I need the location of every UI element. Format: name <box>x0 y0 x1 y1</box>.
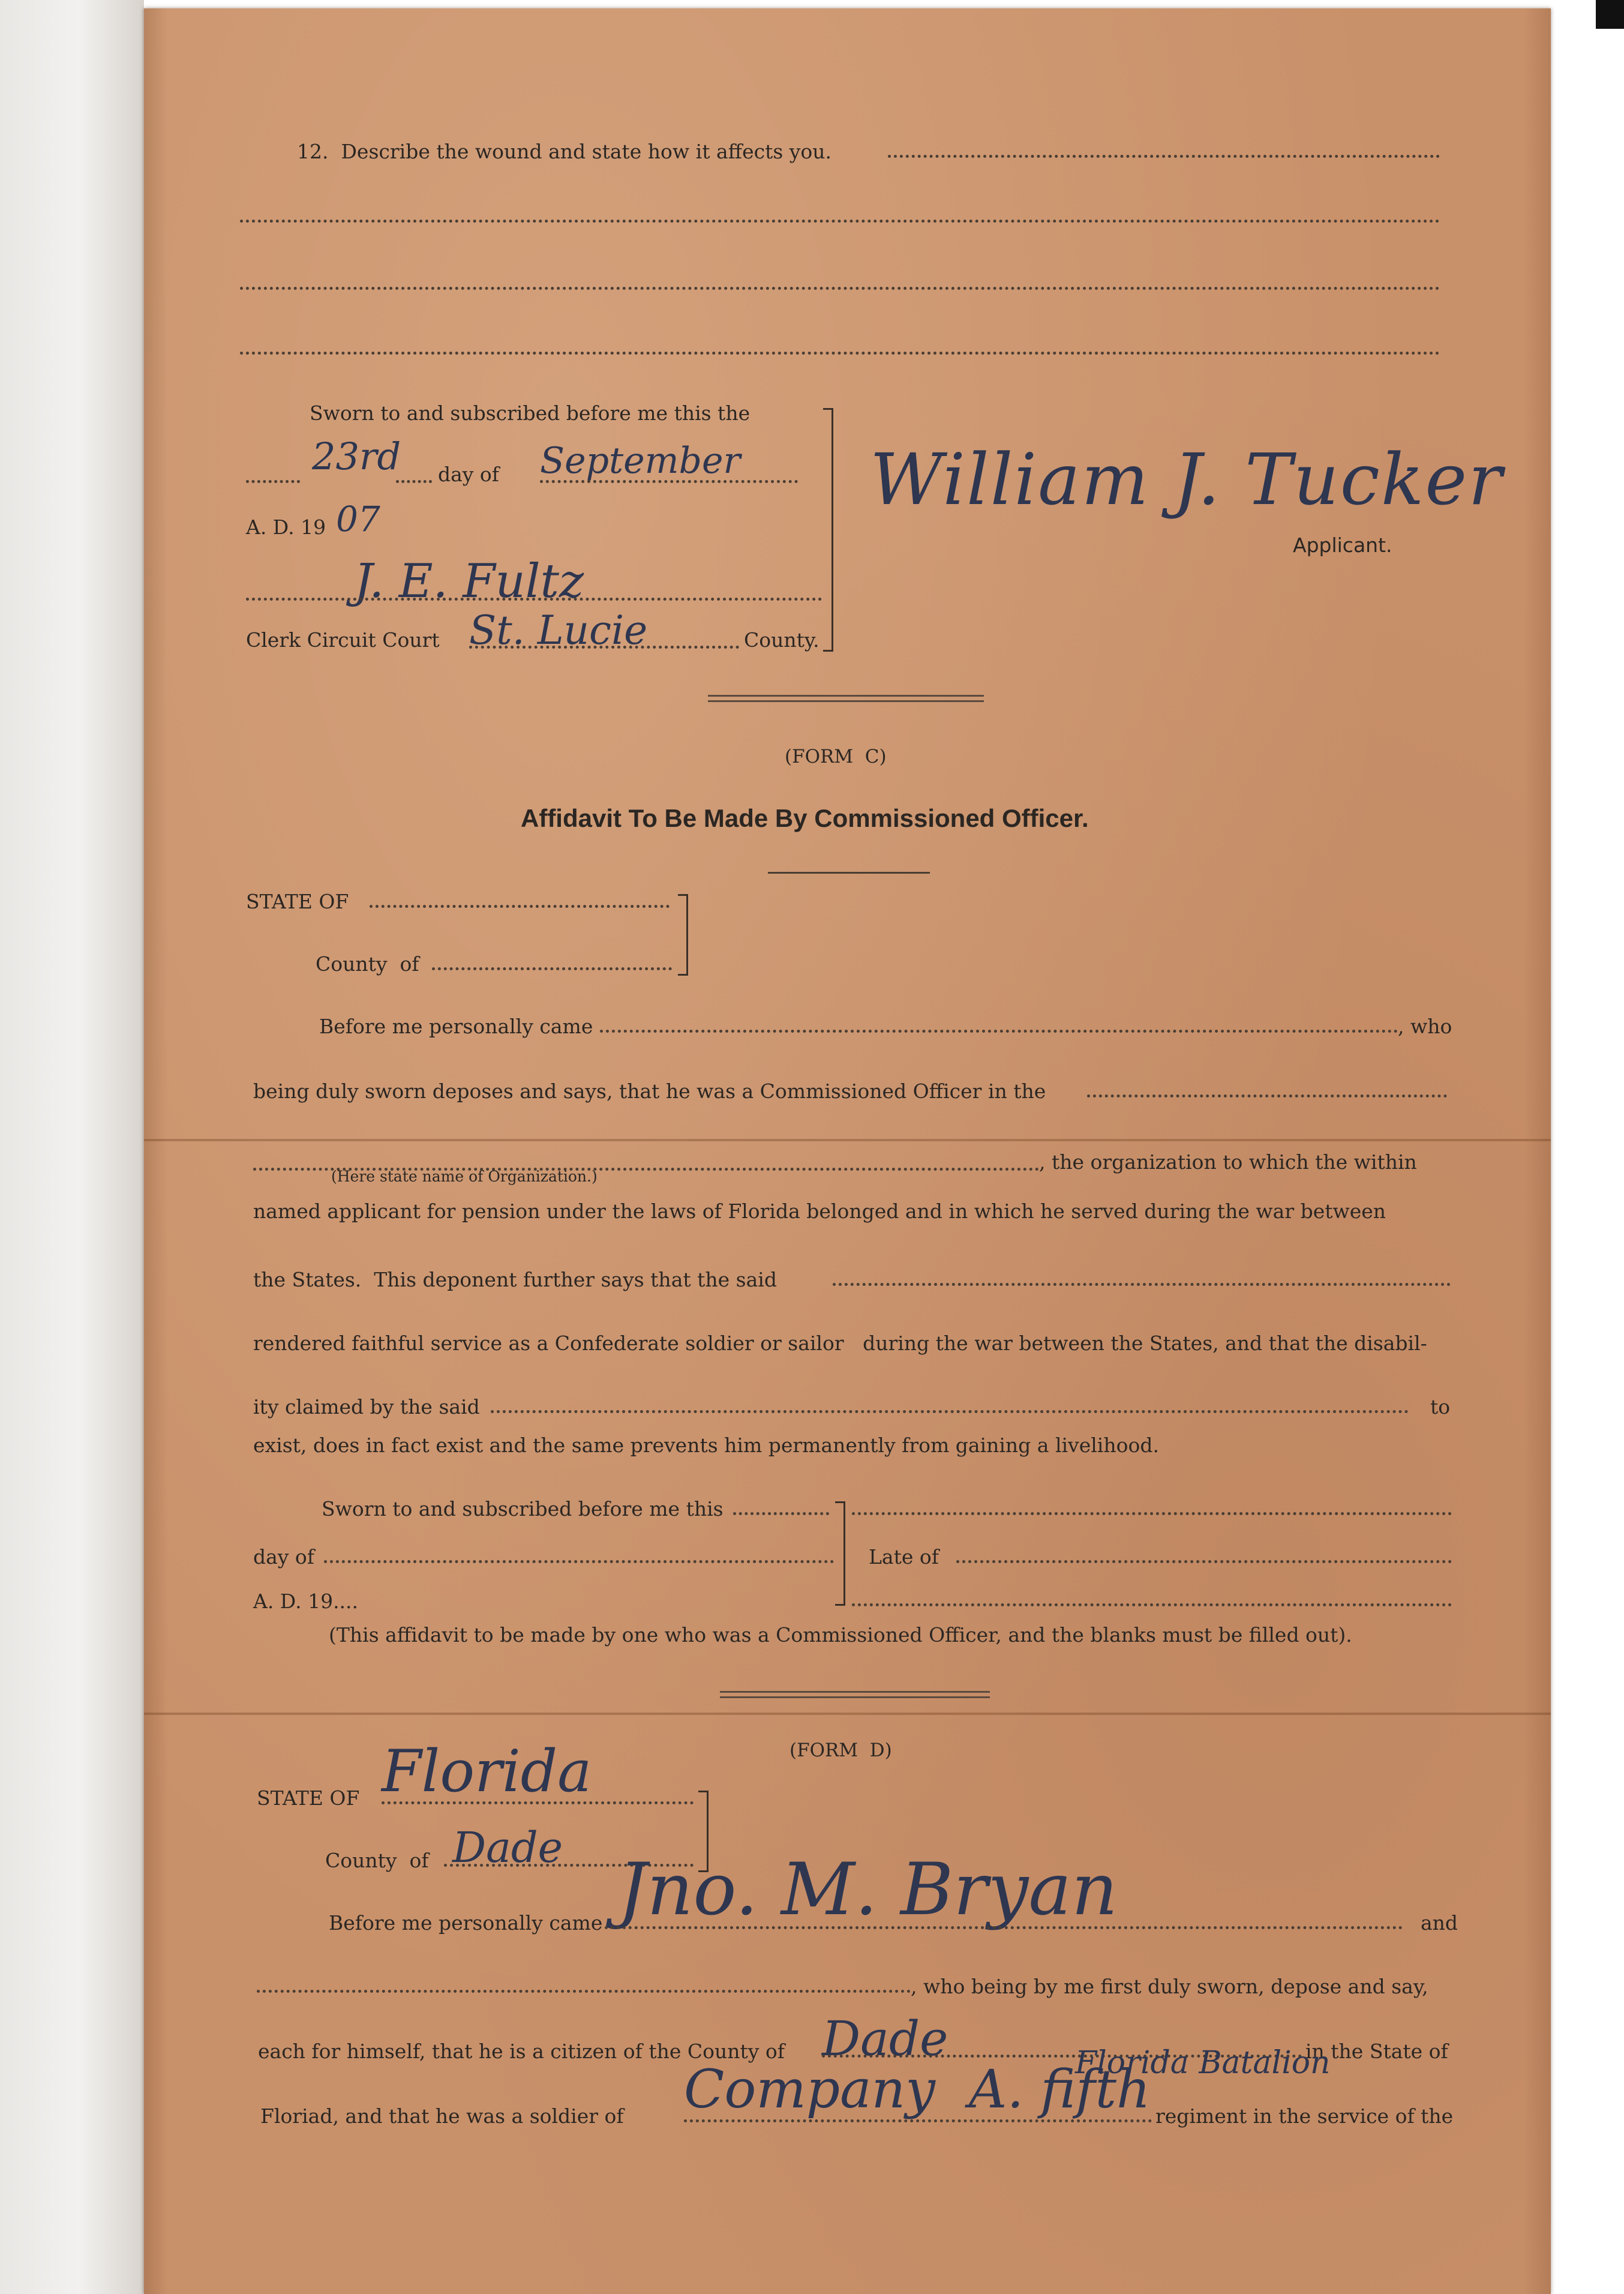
section-divider <box>708 695 984 702</box>
rendered-line: rendered faithful service as a Confederate soldier or sailor during the war between the States, and that the disabil- <box>253 1332 1427 1355</box>
before-me-label: Before me personally came <box>329 1911 603 1935</box>
bracket <box>678 894 688 976</box>
exist-line: exist, does in fact exist and the same prevents him permanently from gaining a livelihood. <box>253 1434 1159 1457</box>
form-c-heading: Affidavit To Be Made By Commissioned Officer. <box>521 804 1089 832</box>
question-12-label: 12. Describe the wound and state how it affects you. <box>297 140 832 163</box>
bracket <box>835 1501 845 1606</box>
handwritten-company: Company A. fifth <box>684 2058 1151 2120</box>
county-blank <box>432 967 672 970</box>
company-blank <box>684 2119 1152 2122</box>
name-blank <box>600 1030 1398 1033</box>
year-label: A. D. 19.... <box>253 1590 359 1613</box>
applicant-label: Applicant. <box>1293 533 1392 557</box>
handwritten-clerk-name: J. E. Fultz <box>354 554 584 608</box>
organization-note: (Here state name of Organization.) <box>331 1168 598 1185</box>
regiment-label: regiment in the service of the <box>1155 2104 1454 2128</box>
handwritten-day: 23rd <box>312 434 401 478</box>
month-blank <box>324 1560 834 1563</box>
in-state-label: in the State of <box>1305 2040 1448 2063</box>
before-me-label: Before me personally came <box>319 1015 593 1038</box>
and-label: and <box>1421 1911 1458 1935</box>
handwritten-battalion: Florida Batalion <box>1075 2045 1331 2081</box>
disability-blank <box>491 1410 1409 1413</box>
state-of-label: STATE OF <box>257 1786 360 1810</box>
handwritten-name: Jno. M. Bryan <box>618 1848 1118 1932</box>
applicant-signature: William J. Tucker <box>870 438 1503 521</box>
soldier-line: Floriad, and that he was a soldier of <box>260 2104 624 2128</box>
who-being-label: , who being by me first duly sworn, depose and say, <box>911 1975 1428 1998</box>
said-blank <box>833 1283 1451 1286</box>
scanner-background-right <box>1551 0 1624 2294</box>
signature-blank <box>852 1512 1452 1515</box>
organization-tail: , the organization to which the within <box>1039 1150 1417 1174</box>
answer-line <box>240 287 1440 290</box>
form-d-label: (FORM D) <box>790 1740 892 1761</box>
regiment-blank <box>1087 1094 1447 1097</box>
citizen-line: each for himself, that he is a citizen of the County of <box>258 2040 785 2063</box>
answer-line <box>240 352 1440 355</box>
paper-fold <box>144 1713 1551 1715</box>
scan-edge-mark <box>1596 0 1624 29</box>
year-label: A. D. 19 <box>246 515 326 539</box>
county-of-label: County of <box>325 1849 429 1872</box>
late-of-label: Late of <box>869 1545 939 1569</box>
blank-line <box>396 480 432 483</box>
paper-fold <box>144 1139 1551 1141</box>
bracket <box>823 408 833 652</box>
day-of-label: day of <box>253 1545 315 1569</box>
county-of-label: County of <box>316 952 419 976</box>
states-line: the States. This deponent further says that the said <box>253 1268 777 1291</box>
clerk-signature-line <box>246 598 822 601</box>
answer-line <box>240 220 1440 223</box>
heading-rule <box>768 872 930 874</box>
day-blank <box>733 1512 829 1515</box>
state-blank <box>382 1801 694 1804</box>
state-blank <box>370 905 670 908</box>
named-applicant-line: named applicant for pension under the laws of Florida belonged and in which he served during the war between <box>253 1200 1386 1223</box>
handwritten-citizen-county: Dade <box>822 2011 948 2067</box>
sworn-line: being duly sworn deposes and says, that he was a Commissioned Officer in the <box>253 1079 1046 1103</box>
sworn-subscribed-label: Sworn to and subscribed before me this <box>322 1497 724 1521</box>
affidavit-note: (This affidavit to be made by one who was a Commissioned Officer, and the blanks must be filled out). <box>329 1623 1352 1647</box>
sworn-statement-line: Sworn to and subscribed before me this the <box>310 401 751 425</box>
handwritten-month: September <box>540 440 741 482</box>
county-label: County. <box>744 628 819 652</box>
ity-line: ity claimed by the said <box>253 1395 480 1419</box>
blank-line <box>469 646 739 649</box>
section-divider <box>720 1691 990 1698</box>
clerk-label: Clerk Circuit Court <box>246 628 440 652</box>
second-name-blank <box>257 1990 911 1993</box>
name-blank <box>605 1926 1403 1929</box>
handwritten-county: Dade <box>452 1823 563 1872</box>
handwritten-state: Florida <box>382 1738 592 1805</box>
state-of-label: STATE OF <box>246 890 349 913</box>
form-c-label: (FORM C) <box>785 746 887 767</box>
handwritten-county: St. Lucie <box>469 607 648 653</box>
handwritten-year: 07 <box>336 499 380 539</box>
to-label: to <box>1430 1395 1451 1419</box>
blank-line <box>246 480 300 483</box>
late-of-blank <box>956 1560 1452 1563</box>
answer-line <box>888 155 1440 158</box>
scanner-background <box>0 0 144 2294</box>
blank-line <box>540 480 798 483</box>
rank-blank <box>852 1603 1452 1606</box>
day-of-label: day of <box>438 463 500 486</box>
who-label: , who <box>1398 1015 1452 1038</box>
